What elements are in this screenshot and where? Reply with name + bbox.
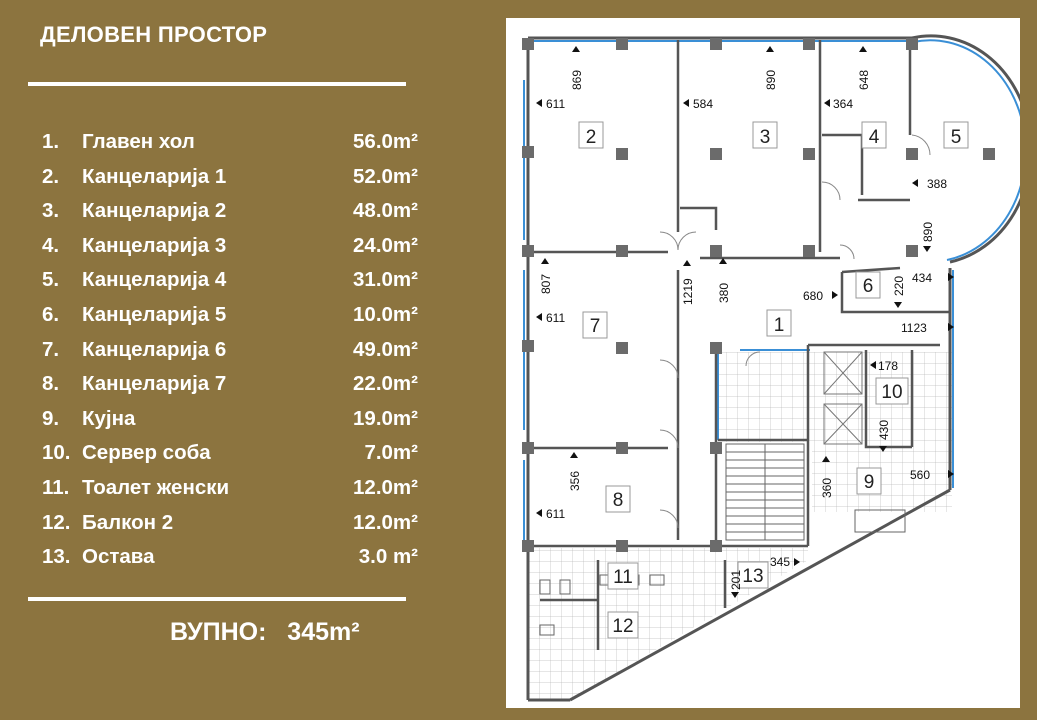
dim-360: 360 [820,477,834,498]
dim-345: 345 [770,555,791,569]
list-item: 6. Канцеларија 5 10.0m² [42,302,418,326]
room-label-4: 4 [868,127,880,148]
list-item: 4. Канцеларија 3 24.0m² [42,233,418,257]
dim-178: 178 [878,359,899,373]
floor-plan [506,18,1020,708]
hall-tiles [716,352,812,442]
list-item: 7. Канцеларија 6 49.0m² [42,337,418,361]
dim-890: 890 [764,69,778,90]
dim-611: 611 [546,507,566,521]
dim-356: 356 [568,470,582,491]
list-item: 3. Канцеларија 2 48.0m² [42,199,418,223]
dim-680: 680 [803,289,824,303]
dim-890: 890 [921,221,935,242]
room-label-3: 3 [759,127,771,148]
page-title: ДЕЛОВЕН ПРОСТОР [40,22,268,47]
list-item: 12. Балкон 2 12.0m² [42,510,418,534]
list-item: 9. Кујна 19.0m² [42,406,418,430]
dim-201: 201 [729,569,743,590]
list-item: 13. Остава 3.0 m² [42,545,418,569]
dim-364: 364 [833,97,854,111]
dim-869: 869 [570,69,584,90]
dim-1123: 1123 [901,321,927,335]
dim-807: 807 [539,273,553,294]
room-label-2: 2 [585,127,597,148]
list-item: 5. Канцеларија 4 31.0m² [42,268,418,292]
room-label-9: 9 [863,472,875,493]
dim-220: 220 [892,275,906,296]
room-label-12: 12 [612,616,634,637]
list-item: 2. Канцеларија 1 52.0m² [42,164,418,188]
room-label-1: 1 [773,315,785,336]
room-label-13: 13 [742,566,764,587]
divider-top [28,82,406,86]
room-label-5: 5 [950,127,962,148]
dim-430: 430 [877,419,891,440]
room-label-6: 6 [862,276,874,297]
total-area: ВУПНО: 345m² [170,618,360,646]
dim-388: 388 [927,177,948,191]
list-item: 10. Сервер соба 7.0m² [42,441,418,465]
list-item: 8. Канцеларија 7 22.0m² [42,372,418,396]
room-label-10: 10 [881,382,903,403]
dim-560: 560 [910,468,931,482]
list-item: 11. Тоалет женски 12.0m² [42,475,418,499]
room-label-7: 7 [589,316,601,337]
dim-1219: 1219 [681,278,695,305]
divider-bottom [28,597,406,601]
dim-648: 648 [857,69,871,90]
dim-380: 380 [717,282,731,303]
room-list [42,130,422,580]
dim-434: 434 [912,271,933,285]
dim-611: 611 [546,311,566,325]
dim-611: 611 [546,97,566,111]
room-label-11: 11 [613,567,633,588]
room-label-8: 8 [612,490,624,511]
list-item: 1. Главен хол 56.0m² [42,130,418,153]
dim-584: 584 [693,97,714,111]
staircase [726,444,804,540]
